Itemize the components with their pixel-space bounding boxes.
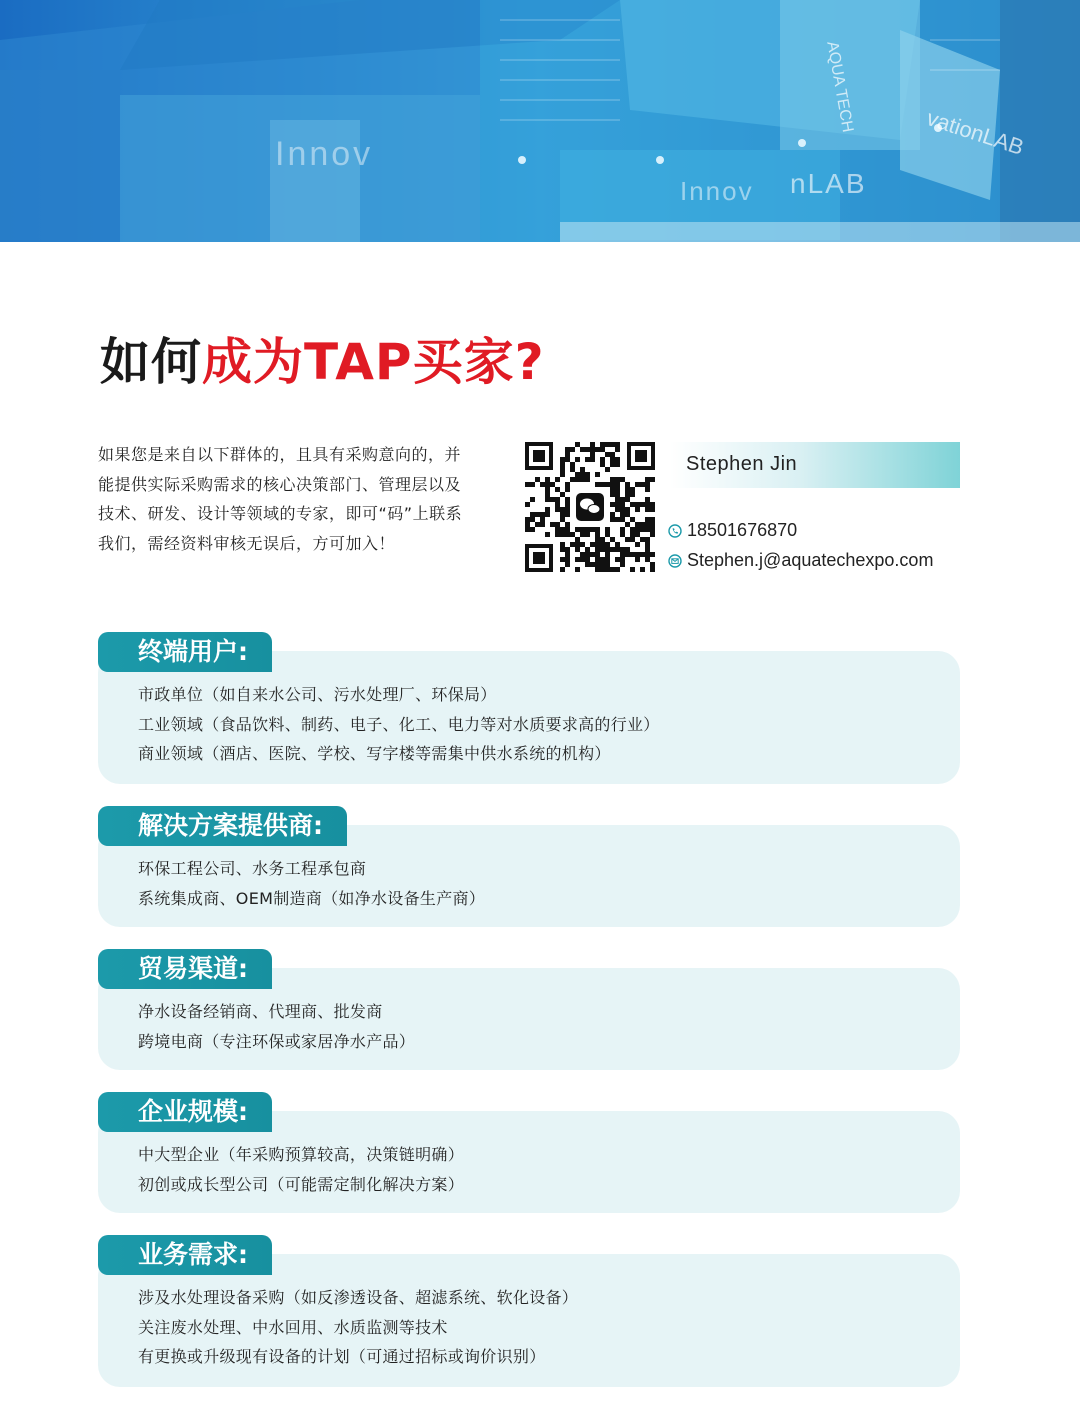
list-item: 跨境电商（专注环保或家居净水产品） [138, 1031, 416, 1051]
qr-module [595, 562, 600, 567]
qr-module [600, 542, 605, 547]
section-title: 终端用户: [98, 632, 272, 672]
qr-module [580, 447, 585, 452]
list-item: 商业领域（酒店、医院、学校、写字楼等需集中供水系统的机构） [138, 744, 611, 763]
qr-module [645, 487, 650, 492]
qr-module [585, 557, 590, 562]
qr-module [560, 462, 565, 467]
qr-module [630, 532, 635, 537]
qr-module [555, 522, 560, 527]
qr-module [545, 507, 550, 512]
page-title [100, 322, 545, 394]
qr-module [575, 457, 580, 462]
section-business-needs [98, 1235, 960, 1387]
hero-sign-5: Innov [680, 176, 754, 206]
qr-module [610, 442, 615, 447]
qr-module [560, 547, 565, 552]
qr-module [560, 532, 565, 537]
qr-module [545, 497, 550, 502]
qr-module [650, 532, 655, 537]
qr-module [555, 497, 560, 502]
qr-module [570, 542, 575, 547]
qr-module [530, 482, 535, 487]
qr-module [565, 457, 570, 462]
qr-module [535, 512, 540, 517]
list-item: 涉及水处理设备采购（如反渗透设备、超滤系统、软化设备） [138, 1288, 579, 1307]
qr-module [600, 567, 605, 572]
contact-phone[interactable] [668, 520, 797, 541]
qr-module [615, 502, 620, 507]
qr-module [605, 527, 610, 532]
section-items [138, 997, 415, 1056]
qr-module [570, 477, 575, 482]
qr-module [620, 502, 625, 507]
qr-module [625, 522, 630, 527]
qr-module [590, 452, 595, 457]
qr-module [575, 557, 580, 562]
qr-module [645, 527, 650, 532]
qr-module [645, 497, 650, 502]
qr-module [585, 562, 590, 567]
qr-module [590, 542, 595, 547]
qr-module [620, 477, 625, 482]
qr-module [625, 552, 630, 557]
email-icon [668, 554, 682, 568]
qr-module [610, 492, 615, 497]
qr-module [585, 472, 590, 477]
qr-module [565, 557, 570, 562]
intro-line: 我们，需经资料审核无误后，方可加入！ [98, 533, 396, 553]
qr-module [650, 562, 655, 567]
section-title: 业务需求: [98, 1235, 272, 1275]
qr-module [585, 447, 590, 452]
qr-module [575, 567, 580, 572]
qr-module [565, 522, 570, 527]
qr-module [610, 477, 615, 482]
qr-module [620, 517, 625, 522]
qr-module [625, 547, 630, 552]
qr-module [630, 537, 635, 542]
qr-module [625, 507, 630, 512]
qr-module [630, 517, 635, 522]
qr-module [645, 507, 650, 512]
intro-line: 如果您是来自以下群体的，且具有采购意向的，并 [98, 445, 462, 464]
qr-module [650, 507, 655, 512]
qr-module [540, 482, 545, 487]
list-item: 净水设备经销商、代理商、批发商 [138, 1002, 383, 1021]
qr-module [605, 547, 610, 552]
qr-module [635, 482, 640, 487]
qr-module [620, 507, 625, 512]
qr-module [605, 442, 610, 447]
phone-icon [668, 524, 682, 538]
qr-module [630, 502, 635, 507]
qr-module [555, 507, 560, 512]
qr-module [565, 507, 570, 512]
qr-module [550, 522, 555, 527]
section-items [138, 680, 660, 769]
qr-module [620, 527, 625, 532]
qr-module [645, 477, 650, 482]
qr-module [560, 472, 565, 477]
qr-module [640, 482, 645, 487]
qr-module [540, 522, 545, 527]
hero-sign-2: nLAB [790, 168, 867, 199]
qr-module [650, 522, 655, 527]
qr-module [590, 442, 595, 447]
qr-module [560, 492, 565, 497]
qr-module [635, 542, 640, 547]
qr-module [600, 442, 605, 447]
qr-module [525, 502, 530, 507]
qr-module [635, 502, 640, 507]
qr-module [615, 542, 620, 547]
list-item: 关注废水处理、中水回用、水质监测等技术 [138, 1317, 448, 1337]
section-items [138, 1140, 464, 1199]
qr-module [645, 537, 650, 542]
qr-module [570, 532, 575, 537]
qr-module [595, 532, 600, 537]
qr-module [595, 447, 600, 452]
qr-module [575, 472, 580, 477]
qr-module [605, 557, 610, 562]
qr-module [545, 512, 550, 517]
qr-module [590, 457, 595, 462]
qr-module [645, 517, 650, 522]
qr-module [640, 552, 645, 557]
section-end-users [98, 632, 960, 784]
qr-module [600, 457, 605, 462]
qr-module [645, 522, 650, 527]
qr-module [610, 517, 615, 522]
qr-module [615, 492, 620, 497]
qr-module [565, 487, 570, 492]
qr-module [650, 502, 655, 507]
qr-module [600, 537, 605, 542]
qr-module [575, 442, 580, 447]
qr-module [630, 492, 635, 497]
qr-module [525, 522, 530, 527]
qr-module [625, 487, 630, 492]
qr-module [650, 477, 655, 482]
qr-module [535, 477, 540, 482]
qr-module [615, 462, 620, 467]
qr-module [565, 532, 570, 537]
qr-module [560, 507, 565, 512]
qr-module [565, 562, 570, 567]
exhibition-hall-illustration [0, 0, 1080, 242]
qr-module [565, 547, 570, 552]
qr-module [565, 482, 570, 487]
qr-module [585, 527, 590, 532]
qr-module [580, 542, 585, 547]
qr-module [610, 547, 615, 552]
qr-module [630, 567, 635, 572]
qr-module [595, 537, 600, 542]
qr-module [635, 552, 640, 557]
hero-banner [0, 0, 1080, 242]
qr-module [530, 512, 535, 517]
qr-module [620, 497, 625, 502]
qr-module [580, 557, 585, 562]
title-highlight: 成为TAP买家? [202, 333, 545, 391]
qr-module [620, 532, 625, 537]
qr-module [610, 502, 615, 507]
qr-module [615, 517, 620, 522]
qr-module [565, 452, 570, 457]
qr-module [605, 482, 610, 487]
section-title: 贸易渠道: [98, 949, 272, 989]
qr-module [565, 552, 570, 557]
qr-module [610, 487, 615, 492]
hero-sign-1: Innov [275, 135, 374, 173]
qr-module [540, 517, 545, 522]
qr-module [595, 527, 600, 532]
qr-module [530, 527, 535, 532]
qr-module [650, 517, 655, 522]
qr-module [640, 567, 645, 572]
hero-sign-3: AQUA TECH [823, 40, 857, 134]
qr-module [615, 507, 620, 512]
qr-module [650, 527, 655, 532]
qr-module [645, 557, 650, 562]
qr-module [560, 467, 565, 472]
qr-module [555, 502, 560, 507]
qr-module [560, 517, 565, 522]
qr-module [595, 472, 600, 477]
qr-module [575, 542, 580, 547]
qr-module [615, 487, 620, 492]
qr-module [595, 567, 600, 572]
qr-module [625, 497, 630, 502]
qr-module [585, 532, 590, 537]
qr-module [570, 467, 575, 472]
qr-module [615, 477, 620, 482]
list-item: 环保工程公司、水务工程承包商 [138, 859, 367, 878]
qr-module [600, 482, 605, 487]
qr-module [565, 497, 570, 502]
qr-module [590, 527, 595, 532]
qr-module [630, 552, 635, 557]
qr-module [615, 447, 620, 452]
qr-module [580, 472, 585, 477]
qr-module [545, 487, 550, 492]
qr-module [630, 487, 635, 492]
qr-module [525, 482, 530, 487]
qr-module [560, 527, 565, 532]
qr-module [605, 567, 610, 572]
qr-module [640, 502, 645, 507]
qr-module [630, 527, 635, 532]
qr-module [635, 522, 640, 527]
qr-module [635, 507, 640, 512]
qr-module [560, 557, 565, 562]
qr-module [555, 487, 560, 492]
qr-module [545, 477, 550, 482]
qr-module [605, 532, 610, 537]
qr-module [560, 457, 565, 462]
qr-module [540, 512, 545, 517]
intro-line: 能提供实际采购需求的核心决策部门、管理层以及 [98, 474, 462, 494]
qr-module [565, 527, 570, 532]
qr-module [575, 547, 580, 552]
qr-code-icon [525, 442, 655, 572]
phone-number: 18501676870 [687, 520, 798, 540]
qr-module [635, 527, 640, 532]
section-trade-channels [98, 949, 960, 1070]
qr-module [530, 497, 535, 502]
qr-module [525, 517, 530, 522]
qr-module [535, 522, 540, 527]
qr-module [635, 557, 640, 562]
qr-module [580, 477, 585, 482]
qr-module [555, 532, 560, 537]
qr-module [625, 482, 630, 487]
qr-module [605, 467, 610, 472]
qr-module [580, 532, 585, 537]
list-item: 有更换或升级现有设备的计划（可通过招标或询价识别） [138, 1347, 546, 1366]
qr-module [625, 492, 630, 497]
qr-module [560, 512, 565, 517]
qr-module [640, 522, 645, 527]
qr-module [615, 497, 620, 502]
qr-module [645, 502, 650, 507]
qr-module [565, 512, 570, 517]
qr-module [615, 442, 620, 447]
qr-module [545, 492, 550, 497]
contact-name: Stephen Jin [686, 453, 798, 475]
qr-module [595, 552, 600, 557]
qr-module [600, 562, 605, 567]
qr-module [550, 497, 555, 502]
qr-module [620, 557, 625, 562]
qr-module [605, 552, 610, 557]
section-items [138, 1283, 578, 1372]
qr-module [620, 562, 625, 567]
qr-module [585, 477, 590, 482]
title-prefix: 如何 [100, 333, 202, 391]
section-items [138, 854, 485, 913]
intro-line: 技术、研发、设计等领域的专家，即可“码”上联系 [98, 504, 463, 523]
intro-text [98, 440, 498, 558]
qr-module [555, 477, 560, 482]
qr-module [625, 537, 630, 542]
list-item: 工业领域（食品饮料、制药、电子、化工、电力等对水质要求高的行业） [138, 714, 660, 734]
qr-module [615, 457, 620, 462]
qr-module [585, 547, 590, 552]
hero-sign-4: vationLAB [923, 105, 1027, 160]
qr-module [560, 567, 565, 572]
qr-module [525, 527, 530, 532]
list-item: 中大型企业（年采购预算较高，决策链明确） [138, 1145, 465, 1164]
qr-module [605, 562, 610, 567]
qr-module [560, 542, 565, 547]
qr-module [595, 547, 600, 552]
qr-module [600, 462, 605, 467]
qr-module [580, 467, 585, 472]
qr-module [610, 462, 615, 467]
qr-module [565, 502, 570, 507]
wechat-qr-code[interactable] [525, 442, 655, 572]
qr-module [610, 457, 615, 462]
qr-module [650, 552, 655, 557]
qr-module [580, 552, 585, 557]
qr-module [610, 567, 615, 572]
qr-module [605, 542, 610, 547]
qr-module [640, 537, 645, 542]
qr-module [645, 542, 650, 547]
section-company-scale [98, 1092, 960, 1213]
qr-module [600, 557, 605, 562]
list-item: 初创或成长型公司（可能需定制化解决方案） [138, 1174, 465, 1194]
qr-module [570, 447, 575, 452]
qr-module [625, 512, 630, 517]
qr-module [585, 552, 590, 557]
qr-module [530, 517, 535, 522]
qr-module [615, 482, 620, 487]
qr-module [545, 532, 550, 537]
qr-module [610, 512, 615, 517]
qr-module [635, 532, 640, 537]
qr-module [595, 542, 600, 547]
qr-module [595, 557, 600, 562]
qr-module [575, 477, 580, 482]
list-item: 市政单位（如自来水公司、污水处理厂、环保局） [138, 685, 497, 704]
section-title: 解决方案提供商: [98, 806, 347, 846]
qr-module [580, 527, 585, 532]
contact-name-bar [670, 442, 960, 488]
qr-module [645, 547, 650, 552]
qr-module [620, 552, 625, 557]
qr-module [620, 547, 625, 552]
qr-module [615, 547, 620, 552]
qr-module [575, 537, 580, 542]
qr-module [565, 447, 570, 452]
section-solution-providers [98, 806, 960, 927]
qr-module [575, 527, 580, 532]
qr-module [590, 447, 595, 452]
contact-email[interactable] [668, 550, 933, 571]
qr-module [570, 462, 575, 467]
qr-module [620, 512, 625, 517]
qr-module [600, 547, 605, 552]
qr-module [605, 452, 610, 457]
qr-module [545, 482, 550, 487]
qr-module [590, 562, 595, 567]
qr-module [610, 537, 615, 542]
email-address: Stephen.j@aquatechexpo.com [687, 550, 934, 570]
qr-module [590, 552, 595, 557]
qr-module [650, 567, 655, 572]
qr-module [610, 452, 615, 457]
qr-module [550, 482, 555, 487]
qr-module [600, 447, 605, 452]
list-item: 系统集成商、OEM制造商（如净水设备生产商） [138, 888, 486, 908]
qr-module [615, 567, 620, 572]
qr-module [555, 527, 560, 532]
qr-module [610, 482, 615, 487]
qr-module [640, 527, 645, 532]
qr-module [585, 457, 590, 462]
qr-module [595, 482, 600, 487]
qr-module [615, 557, 620, 562]
qr-module [645, 552, 650, 557]
section-title: 企业规模: [98, 1092, 272, 1132]
qr-module [645, 482, 650, 487]
